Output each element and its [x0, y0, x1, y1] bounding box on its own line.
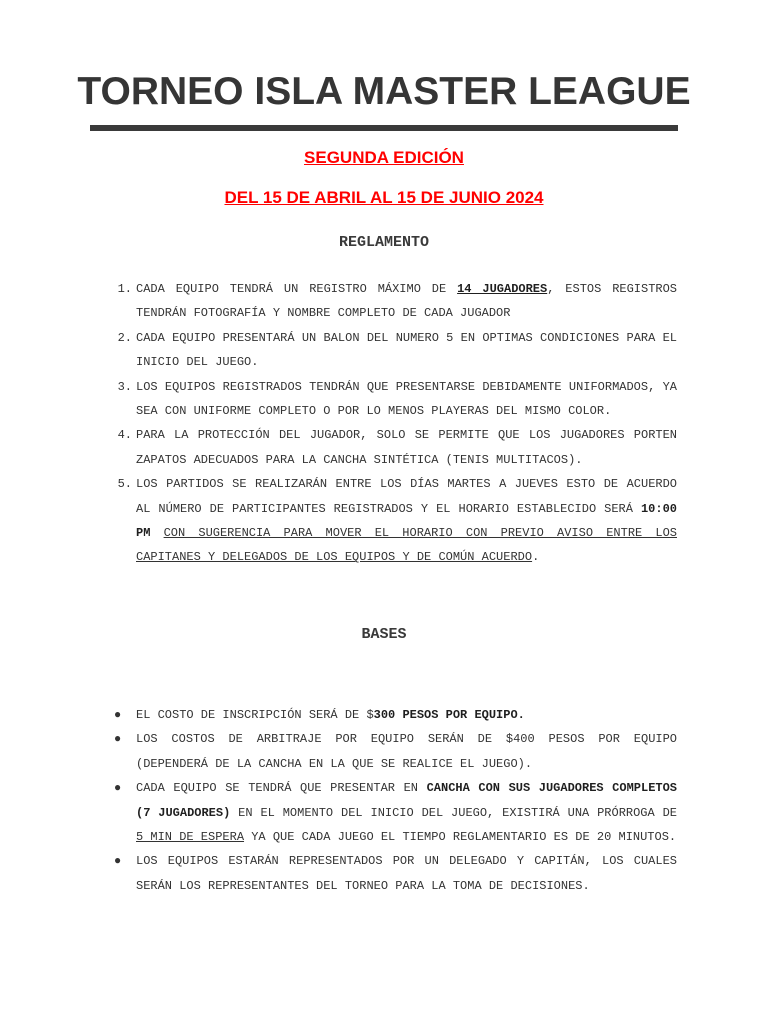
page-title: TORNEO ISLA MASTER LEAGUE [77, 70, 691, 113]
reglamento-heading: REGLAMENTO [338, 234, 429, 251]
bullet-icon: ● [114, 854, 122, 869]
date-range-subtitle: DEL 15 DE ABRIL AL 15 DE JUNIO 2024 [224, 188, 544, 207]
base-item-4 [114, 849, 677, 898]
rule-text: LOS EQUIPOS REGISTRADOS TENDRÁN QUE PRESENTARSE DEBIDAMENTE UNIFORMADOS, YA SEA CON UNIFORME COMPLETO O POR LO MENOS PLAYERAS DEL MISMO COLOR. [136, 379, 677, 419]
rule-text: PARA LA PROTECCIÓN DEL JUGADOR, SOLO SE PERMITE QUE LOS JUGADORES PORTEN ZAPATOS ADECUADOS PARA LA CANCHA SINTÉTICA (TENIS MULTITACOS). [136, 428, 677, 467]
rule-highlight: 10:00 PM [136, 501, 677, 541]
rule-number: 5. [117, 477, 132, 492]
rule-text [150, 526, 163, 540]
base-text: EN EL MOMENTO DEL INICIO DEL JUEGO, EXISTIRÁ UNA PRÓRROGA DE [230, 805, 677, 820]
bullet-icon: ● [114, 708, 122, 722]
edition-subtitle: SEGUNDA EDICIÓN [304, 148, 464, 167]
rule-item-5 [117, 472, 677, 570]
bullet-icon: ● [114, 781, 122, 796]
base-item-1 [114, 703, 677, 727]
base-highlight: 300 PESOS POR EQUIPO. [373, 708, 525, 722]
bases-list [114, 703, 677, 898]
rule-text: . [532, 550, 540, 565]
base-text: YA QUE CADA JUEGO EL TIEMPO REGLAMENTARIO ES DE 20 MINUTOS. [244, 830, 677, 845]
rule-item-1 [117, 277, 678, 326]
base-item-3 [114, 776, 677, 849]
bullet-icon: ● [114, 732, 122, 747]
rule-item-3 [117, 375, 677, 424]
rule-number: 4. [117, 428, 132, 443]
reglamento-list [117, 277, 678, 570]
bases-heading: BASES [361, 626, 407, 643]
rule-text: , ESTOS REGISTROS TENDRÁN FOTOGRAFÍA Y NOMBRE COMPLETO DE CADA JUGADOR [136, 282, 678, 321]
base-text: CADA EQUIPO SE TENDRÁ QUE PRESENTAR EN [136, 781, 427, 796]
rule-highlight: 14 JUGADORES [457, 282, 548, 296]
rule-text: LOS PARTIDOS SE REALIZARÁN ENTRE LOS DÍAS MARTES A JUEVES ESTO DE ACUERDO AL NÚMERO DE PARTICIPANTES REGISTRADOS Y EL HORARIO ESTABLECIDO SERÁ [136, 477, 677, 516]
rule-number: 1. [117, 282, 132, 296]
base-underlined: 5 MIN DE ESPERA [136, 830, 245, 845]
rule-number: 3. [117, 379, 132, 394]
base-text: LOS EQUIPOS ESTARÁN REPRESENTADOS POR UN DELEGADO Y CAPITÁN, LOS CUALES SERÁN LOS REPRESENTANTES DEL TORNEO PARA LA TOMA DE DECISIONES. [136, 854, 677, 893]
rule-text: CADA EQUIPO PRESENTARÁ UN BALON DEL NUMERO 5 EN OPTIMAS CONDICIONES PARA EL INICIO DEL JUEGO. [136, 330, 677, 370]
base-item-2 [114, 727, 677, 776]
base-text: EL COSTO DE INSCRIPCIÓN SERÁ DE $ [136, 708, 374, 722]
rule-text: CADA EQUIPO TENDRÁ UN REGISTRO MÁXIMO DE [136, 282, 458, 296]
base-text: LOS COSTOS DE ARBITRAJE POR EQUIPO SERÁN DE $400 PESOS POR EQUIPO (DEPENDERÁ DE LA CANCHA EN LA QUE SE REALICE EL JUEGO). [136, 732, 677, 771]
rule-number: 2. [117, 330, 132, 345]
rule-item-2 [117, 326, 677, 375]
rule-underlined: CON SUGERENCIA PARA MOVER EL HORARIO CON PREVIO AVISO ENTRE LOS CAPITANES Y DELEGADOS DE LOS EQUIPOS Y DE COMÚN ACUERDO [136, 526, 677, 565]
rule-item-4 [117, 423, 677, 472]
title-divider [90, 125, 678, 131]
base-highlight: CANCHA CON SUS JUGADORES COMPLETOS (7 JUGADORES) [136, 781, 677, 820]
